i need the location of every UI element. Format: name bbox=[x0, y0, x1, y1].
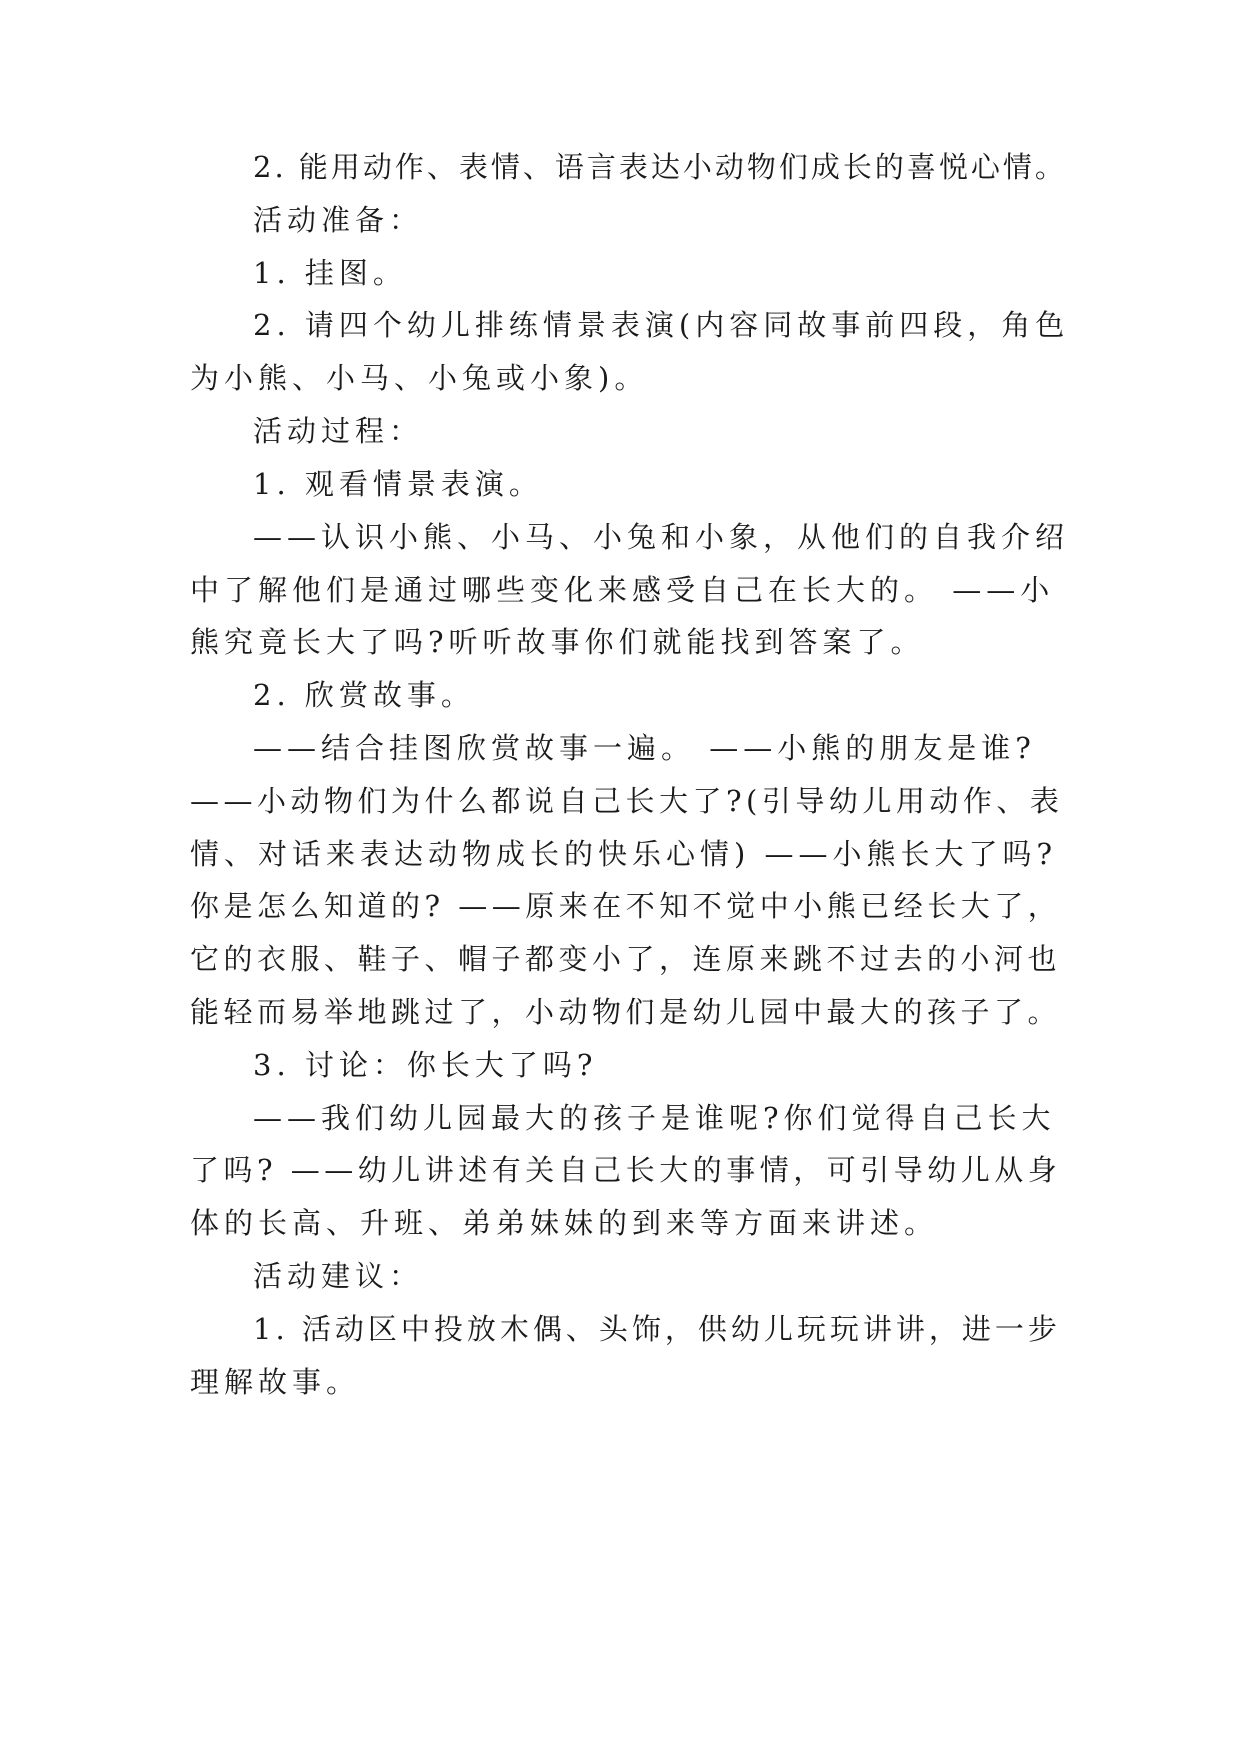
text-line: ——结合挂图欣赏故事一遍。 ——小熊的朋友是谁? bbox=[253, 731, 1036, 765]
text-line: 2. 能用动作、表情、语言表达小动物们成长的喜悦心情。 bbox=[253, 150, 1067, 184]
text-line: 理解故事。 bbox=[190, 1365, 361, 1399]
text-line: 情、对话来表达动物成长的快乐心情) ——小熊长大了吗? bbox=[190, 837, 1058, 871]
text-line: 你是怎么知道的? ——原来在不知不觉中小熊已经长大了， bbox=[190, 889, 1062, 923]
text-line: ——我们幼儿园最大的孩子是谁呢?你们觉得自己长大 bbox=[253, 1101, 1056, 1135]
text-line: ——小动物们为什么都说自己长大了?(引导幼儿用动作、表 bbox=[190, 784, 1064, 818]
text-line: 它的衣服、鞋子、帽子都变小了，连原来跳不过去的小河也 bbox=[190, 942, 1062, 976]
text-line: 3. 讨论：你长大了吗? bbox=[253, 1048, 598, 1082]
text-line: 了吗? ——幼儿讲述有关自己长大的事情，可引导幼儿从身 bbox=[190, 1153, 1062, 1187]
section-heading: 活动过程： bbox=[253, 414, 424, 448]
text-line: 2. 欣赏故事。 bbox=[253, 678, 475, 712]
section-heading: 活动建议： bbox=[253, 1259, 424, 1293]
text-line: 为小熊、小马、小兔或小象)。 bbox=[190, 361, 649, 395]
text-line: 中了解他们是通过哪些变化来感受自己在长大的。 ——小 bbox=[190, 573, 1055, 607]
section-heading: 活动准备： bbox=[253, 203, 424, 237]
text-line: 1. 观看情景表演。 bbox=[253, 467, 543, 501]
text-line: 1. 活动区中投放木偶、头饰，供幼儿玩玩讲讲，进一步 bbox=[253, 1312, 1061, 1346]
text-line: 2. 请四个幼儿排练情景表演(内容同故事前四段，角色 bbox=[253, 308, 1070, 342]
text-line: 熊究竟长大了吗?听听故事你们就能找到答案了。 bbox=[190, 625, 925, 659]
text-line: 体的长高、升班、弟弟妹妹的到来等方面来讲述。 bbox=[190, 1206, 939, 1240]
text-line: 能轻而易举地跳过了，小动物们是幼儿园中最大的孩子了。 bbox=[190, 995, 1062, 1029]
text-line: 1. 挂图。 bbox=[253, 256, 407, 290]
text-line: ——认识小熊、小马、小兔和小象，从他们的自我介绍 bbox=[253, 520, 1070, 554]
